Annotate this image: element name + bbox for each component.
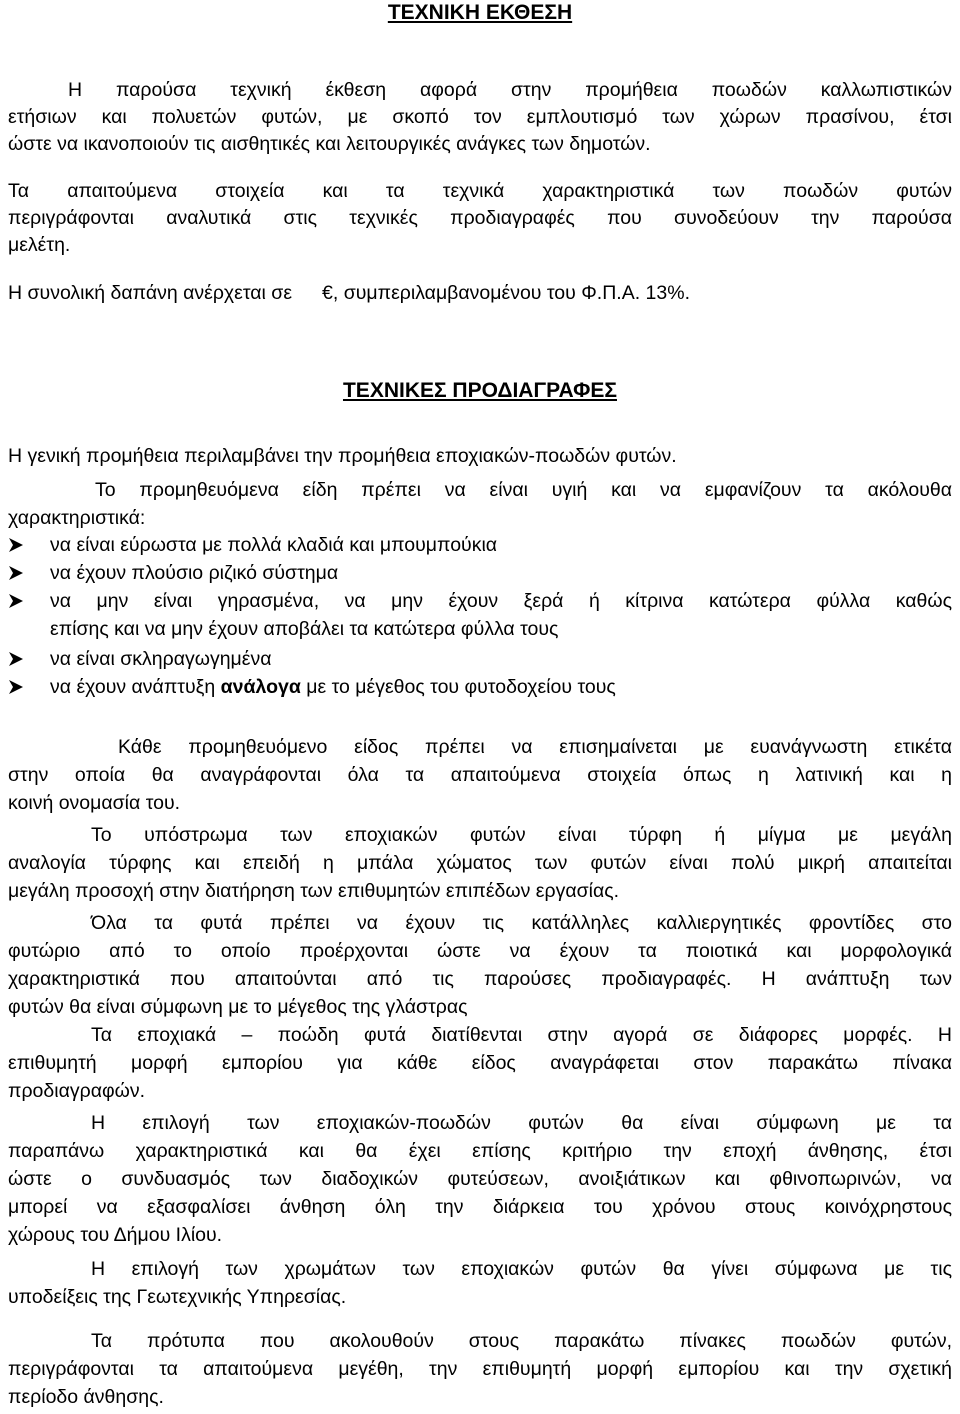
selection-p-line-4: μπορεί να εξασφαλίσει άνθηση όλη την διάρκεια του χρόνου στους κοινόχρηστους [8, 1196, 952, 1218]
intro-p1-line-2: ετήσιων και πολυετών φυτών, με σκοπό τον εμπλουτισμό των χώρων πρασίνου, έτσι [8, 106, 952, 128]
arrowhead-bullet-icon [8, 565, 24, 581]
arrowhead-bullet-icon [8, 593, 24, 609]
bullet-item-5 [50, 675, 616, 699]
bullet-item-5-before: να έχουν ανάπτυξη [50, 676, 221, 698]
selection-p-line-3: ώστε ο συνδυασμός των διαδοχικών φυτεύσεων, ανοιξιάτικων και φθινοπωρινών, να [8, 1168, 952, 1190]
characteristics-intro-line-2: χαρακτηριστικά: [8, 507, 146, 529]
bullet-item-5-after: με το μέγεθος του φυτοδοχείου τους [300, 676, 616, 698]
colours-p-line-1: Η επιλογή των χρωμάτων των εποχιακών φυτών θα γίνει σύμφωνα με τις [91, 1258, 952, 1280]
care-p-line-1: Όλα τα φυτά πρέπει να έχουν τις κατάλληλες καλλιεργητικές φροντίδες στο [91, 912, 952, 934]
bullet-item-3-line-2: επίσης και να μην έχουν αποβάλει τα κατώτερα φύλλα τους [50, 618, 559, 640]
care-p-line-2: φυτώριο από το οποίο προέρχονται ώστε να έχουν τα ποιοτικά και μορφολογικά [8, 940, 952, 962]
label-p-line-3: κοινή ονομασία του. [8, 792, 181, 814]
arrowhead-bullet-icon [8, 537, 24, 553]
arrowhead-bullet-icon [8, 679, 24, 695]
intro-p2-line-2: περιγράφονται αναλυτικά στις τεχνικές προδιαγραφές που συνοδεύουν την παρούσα [8, 207, 952, 229]
label-p-line-1: Κάθε προμηθευόμενο είδος πρέπει να επισημαίνεται με ευανάγνωστη ετικέτα [118, 736, 952, 758]
cost-text-after: €, συμπεριλαμβανομένου του Φ.Π.Α. 13%. [322, 282, 690, 304]
intro-p1-line-1: Η παρούσα τεχνική έκθεση αφορά στην προμήθεια ποωδών καλλωπιστικών [68, 79, 952, 101]
substrate-p-line-3: μεγάλη προσοχή στην διατήρηση των επιθυμητών επιπέδων εργασίας. [8, 880, 620, 902]
forms-p-line-3: προδιαγραφών. [8, 1080, 146, 1102]
substrate-p-line-2: αναλογία τύρφης και επειδή η μπάλα χώματος των φυτών είναι πολύ μικρή απαιτείται [8, 852, 952, 874]
intro-p2-line-3: μελέτη. [8, 234, 71, 256]
selection-p-line-2: παραπάνω χαρακτηριστικά και θα έχει επίσης κριτήριο την εποχή άνθησης, έτσι [8, 1140, 952, 1162]
bullet-item-3-line-1: να μην είναι γηρασμένα, να μην έχουν ξερά ή κίτρινα κατώτερα φύλλα καθώς [50, 590, 952, 612]
intro-p1-line-3: ώστε να ικανοποιούν τις αισθητικές και λειτουργικές ανάγκες των δημοτών. [8, 133, 651, 155]
selection-p-line-5: χώρους του Δήμου Ιλίου. [8, 1224, 223, 1246]
document-title: ΤΕΧΝΙΚΗ ΕΚΘΕΣΗ [387, 1, 573, 24]
spec-intro: Η γενική προμήθεια περιλαμβάνει την προμήθεια εποχιακών-ποωδών φυτών. [8, 445, 677, 467]
cost-text-before: Η συνολική δαπάνη ανέρχεται σε [8, 282, 293, 304]
tables-p-line-2: περιγράφονται τα απαιτούμενα μεγέθη, την επιθυμητή μορφή εμπορίου και την σχετική [8, 1358, 952, 1380]
bullet-item-1: να είναι εύρωστα με πολλά κλαδιά και μπουμπούκια [50, 534, 498, 556]
substrate-p-line-1: Το υπόστρωμα των εποχιακών φυτών είναι τύρφη ή μίγμα με μεγάλη [91, 824, 952, 846]
bullet-item-5-bold: ανάλογα [220, 676, 301, 698]
forms-p-line-2: επιθυμητή μορφή εμπορίου για κάθε είδος αναγράφεται στον παρακάτω πίνακα [8, 1052, 952, 1074]
colours-p-line-2: υποδείξεις της Γεωτεχνικής Υπηρεσίας. [8, 1286, 347, 1308]
bullet-item-2: να έχουν πλούσιο ριζικό σύστημα [50, 562, 339, 584]
selection-p-line-1: Η επιλογή των εποχιακών-ποωδών φυτών θα είναι σύμφωνη με τα [91, 1112, 952, 1134]
spec-heading: ΤΕΧΝΙΚΕΣ ΠΡΟΔΙΑΓΡΑΦΕΣ [342, 379, 617, 402]
label-p-line-2: στην οποία θα αναγράφονται όλα τα απαιτούμενα στοιχεία όπως η λατινική και η [8, 764, 952, 786]
tables-p-line-3: περίοδο άνθησης. [8, 1386, 164, 1408]
bullet-item-4: να είναι σκληραγωγημένα [50, 648, 272, 670]
forms-p-line-1: Τα εποχιακά – ποώδη φυτά διατίθενται στην αγορά σε διάφορες μορφές. Η [91, 1024, 952, 1046]
care-p-line-3: χαρακτηριστικά που απαιτούνται από τις παρούσες προδιαγραφές. Η ανάπτυξη των [8, 968, 952, 990]
tables-p-line-1: Τα πρότυπα που ακολουθούν στους παρακάτω πίνακες ποωδών φυτών, [91, 1330, 952, 1352]
cost-line [8, 281, 690, 305]
care-p-line-4: φυτών θα είναι σύμφωνη με το μέγεθος της γλάστρας [8, 996, 468, 1018]
characteristics-intro-line-1: Το προμηθευόμενα είδη πρέπει να είναι υγιή και να εμφανίζουν τα ακόλουθα [95, 479, 952, 501]
arrowhead-bullet-icon [8, 651, 24, 667]
intro-p2-line-1: Τα απαιτούμενα στοιχεία και τα τεχνικά χαρακτηριστικά των ποωδών φυτών [8, 180, 952, 202]
